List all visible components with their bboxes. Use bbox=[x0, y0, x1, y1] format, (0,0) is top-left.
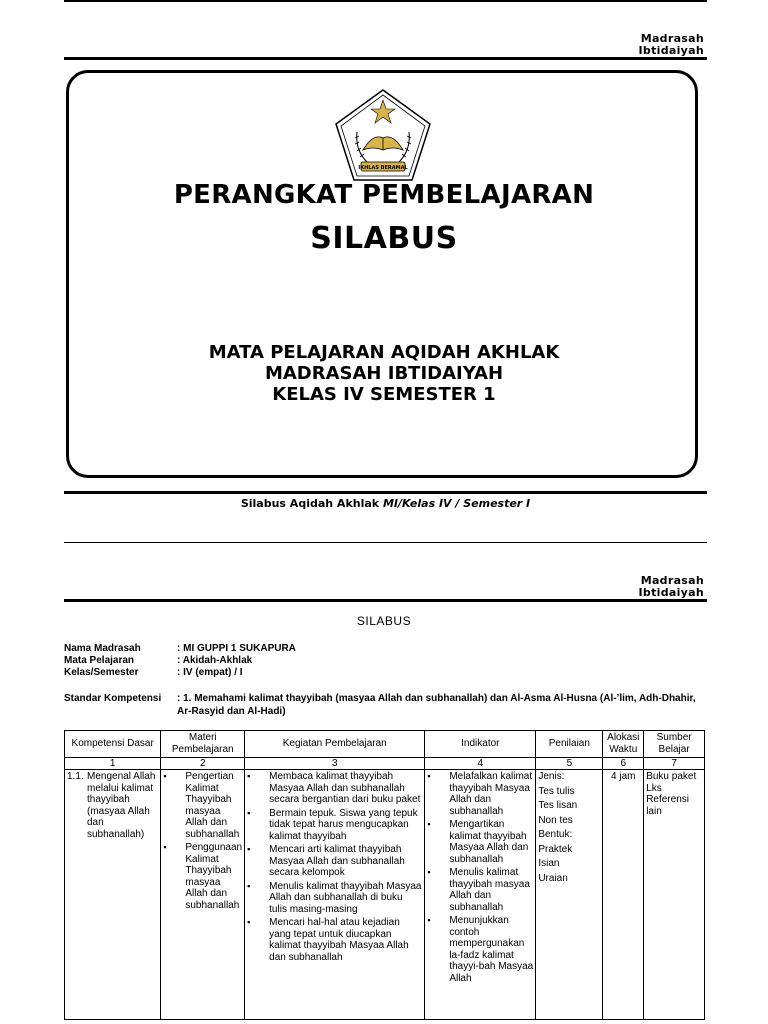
column-number: 3 bbox=[245, 758, 425, 770]
penilaian-item: Tes tulis bbox=[538, 785, 575, 797]
cover-title-silabus: SILABUS bbox=[310, 221, 458, 256]
list-item: ▪ Mengartikan kalimat thayyibah Masyaa Allah dan subhanallah bbox=[437, 819, 533, 865]
kd-text: Mengenal Allah melalui kalimat thayyibah (masyaa Allah dan subhanallah) bbox=[87, 771, 156, 840]
col-header-sumber: Sumber Belajar bbox=[644, 731, 705, 758]
list-item: ▪ Menulis kalimat thayyibah masyaa Allah dan subhanallah bbox=[437, 867, 533, 913]
silabus-table bbox=[64, 730, 705, 1020]
alokasi-cell bbox=[603, 770, 644, 1020]
header-label-line2: Ibtidaiyah bbox=[638, 44, 704, 57]
page-separator-rule bbox=[64, 542, 707, 543]
list-item: ▪ Membaca kalimat thayyibah Masyaa Allah dan subhanallah secara bergantian dari buku paket bbox=[257, 771, 422, 806]
emblem-motto: IKHLAS BERAMAL bbox=[358, 165, 408, 171]
column-number: 7 bbox=[644, 758, 705, 770]
meta-mata-pelajaran bbox=[64, 655, 252, 667]
list-item: ▪ Bermain tepuk. Siswa yang tepuk tidak tepat harus mengucapkan kalimat thayyibah bbox=[257, 808, 422, 843]
subtitle-line-1: MATA PELAJARAN AQIDAH AKHLAK bbox=[208, 342, 560, 363]
alokasi-value: 4 jam bbox=[611, 771, 636, 782]
meta-value: : IV (empat) / I bbox=[177, 667, 243, 678]
sumber-item: Lks bbox=[646, 782, 662, 794]
materi-cell bbox=[161, 770, 245, 1020]
column-number: 1 bbox=[65, 758, 161, 770]
meta-kelas-semester bbox=[64, 667, 243, 679]
column-number: 2 bbox=[161, 758, 245, 770]
sumber-cell bbox=[644, 770, 705, 1020]
penilaian-item: Non tes bbox=[538, 814, 573, 826]
column-number-row bbox=[65, 758, 705, 770]
col-header-indikator: Indikator bbox=[425, 731, 536, 758]
penilaian-item: Tes lisan bbox=[538, 800, 578, 811]
kompetensi-dasar-cell bbox=[65, 770, 161, 1020]
table-header-row bbox=[65, 731, 705, 758]
sk-label: Standar Kompetensi bbox=[64, 693, 162, 704]
col-header-penilaian: Penilaian bbox=[536, 731, 603, 758]
penilaian-item: Jenis: bbox=[538, 771, 565, 782]
sumber-item: Buku paket bbox=[646, 771, 697, 782]
header-label-line2: Ibtidaiyah bbox=[638, 586, 704, 599]
indikator-cell bbox=[425, 770, 536, 1020]
list-item: ▪ Menulis kalimat thayyibah Masyaa Allah dan subhanallah di buku tulis masing-masing bbox=[257, 881, 422, 916]
page2-header-label bbox=[639, 575, 705, 599]
col-header-materi: Materi Pembelajaran bbox=[161, 731, 245, 758]
list-item: ▪ Melafalkan kalimat thayyibah Masyaa Allah dan subhanallah bbox=[437, 771, 533, 817]
col-header-alokasi: Alokasi Waktu bbox=[603, 731, 644, 758]
column-number: 6 bbox=[603, 758, 644, 770]
page1-footer bbox=[64, 497, 707, 510]
penilaian-item: Praktek bbox=[538, 843, 573, 855]
meta-value: : Akidah-Akhlak bbox=[177, 655, 253, 666]
subtitle-line-3: KELAS IV SEMESTER 1 bbox=[272, 384, 496, 405]
footer-italic-text: MI/Kelas IV / Semester I bbox=[382, 497, 531, 510]
list-item: ▪ Menunjukkan contoh mempergunakan la-fadz kalimat thayyi-bah Masyaa Allah bbox=[437, 915, 533, 984]
page2-header-rule bbox=[64, 599, 707, 602]
meta-label: Nama Madrasah bbox=[64, 643, 141, 654]
list-item: ▪ Penggunaan Kalimat Thayyibah masyaa Allah dan subhanallah bbox=[173, 842, 242, 911]
top-rule bbox=[64, 0, 707, 2]
penilaian-item: Isian bbox=[538, 858, 560, 869]
page2-heading: SILABUS bbox=[356, 614, 412, 628]
kd-number: 1.1. bbox=[67, 771, 84, 782]
meta-value: : MI GUPPI 1 SUKAPURA bbox=[177, 643, 296, 654]
col-header-kegiatan: Kegiatan Pembelajaran bbox=[245, 731, 425, 758]
cover-subtitle bbox=[0, 342, 768, 405]
penilaian-item: Bentuk: bbox=[538, 829, 573, 840]
page1-header-label bbox=[639, 33, 705, 57]
footer-text: Silabus Aqidah Akhlak bbox=[240, 497, 383, 510]
table-row bbox=[65, 770, 705, 1020]
meta-nama-madrasah bbox=[64, 643, 296, 655]
list-item: ▪ Mencari arti kalimat thayyibah Masyaa Allah dan subhanallah secara kelompok bbox=[257, 844, 422, 879]
header-label-line1: Madrasah bbox=[640, 574, 704, 587]
sk-value: : 1. Memahami kalimat thayyibah (masyaa Allah dan subhanallah) dan Al-Asma Al-Husna (Al-’lim, Adh-Dhahir, Ar-Rasyid dan Al-Hadi) bbox=[177, 693, 696, 717]
kegiatan-cell bbox=[245, 770, 425, 1020]
col-header-kompetensi-dasar: Kompetensi Dasar bbox=[65, 731, 161, 758]
header-label-line1: Madrasah bbox=[640, 32, 704, 45]
meta-label: Mata Pelajaran bbox=[64, 655, 135, 666]
penilaian-item: Uraian bbox=[538, 872, 568, 884]
meta-label: Kelas/Semester bbox=[64, 667, 139, 678]
column-number: 4 bbox=[425, 758, 536, 770]
list-item: ▪ Mencari hal-hal atau kejadian yang tepat untuk diucapkan kalimat thayyibah Masyaa Allah dan subhanallah bbox=[257, 917, 422, 963]
page1-header-rule bbox=[64, 57, 707, 60]
list-item: ▪ Pengertian Kalimat Thayyibah masyaa Allah dan subhanallah bbox=[173, 771, 242, 840]
column-number: 5 bbox=[536, 758, 603, 770]
sumber-item: Referensi lain bbox=[646, 794, 690, 817]
page1-footer-rule bbox=[64, 491, 707, 494]
subtitle-line-2: MADRASAH IBTIDAIYAH bbox=[264, 363, 504, 384]
kemenag-emblem-icon bbox=[333, 88, 433, 184]
cover-title: PERANGKAT PEMBELAJARAN bbox=[173, 180, 595, 210]
penilaian-cell bbox=[536, 770, 603, 1020]
